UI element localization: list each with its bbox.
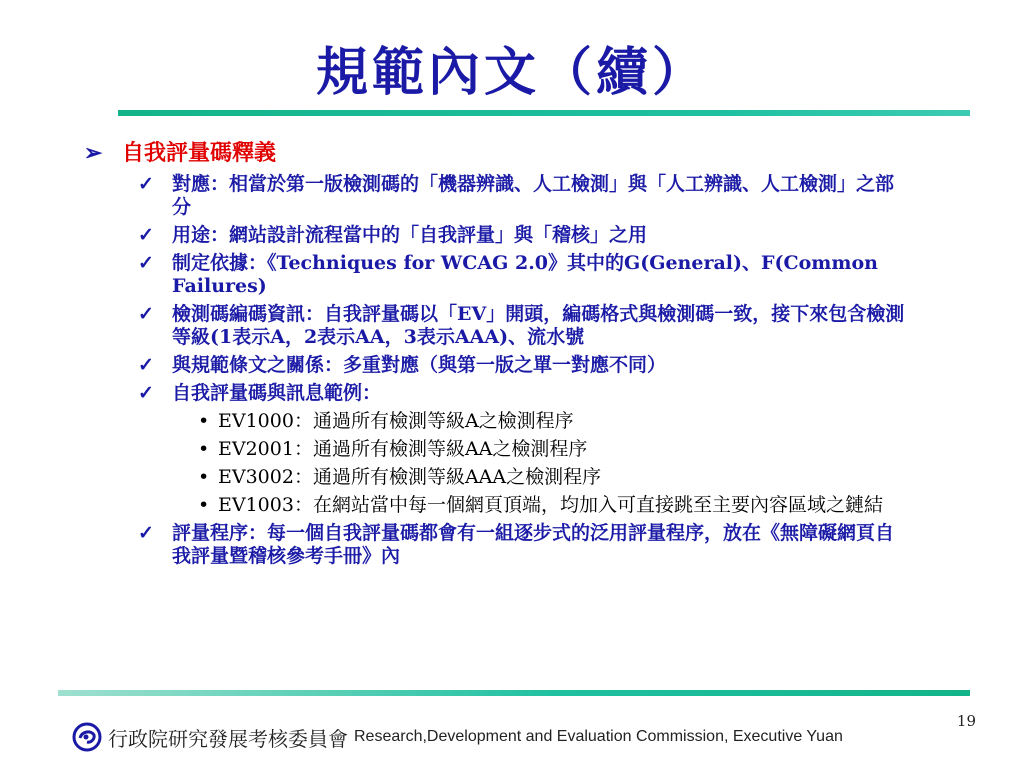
list-item-text: 對應：相當於第一版檢測碼的「機器辨識、人工檢測」與「人工辨識、人工檢測」之部分 [172,173,895,218]
arrow-bullet-icon: ➢ [84,140,103,166]
title-divider [118,110,970,116]
list-item [138,252,944,298]
checkmark-icon: ✓ [138,522,154,544]
slide-content [84,138,944,568]
example-item-text: EV1003：在網站當中每一個網頁頂端，均加入可直接跳至主要內容區域之鏈結 [218,494,883,516]
footer [72,722,843,752]
dot-bullet-icon: • [198,438,210,460]
list-item-text: 自我評量碼與訊息範例： [172,382,382,404]
checkmark-icon: ✓ [138,382,154,404]
list-item-text: 用途：網站設計流程當中的「自我評量」與「稽核」之用 [172,224,648,246]
list-item-text: 檢測碼編碼資訊：自我評量碼以「EV」開頭，編碼格式與檢測碼一致，接下來包含檢測等級(1表示A，2表示AA，3表示AAA)、流水號 [172,303,905,348]
checkmark-icon: ✓ [138,354,154,376]
example-item [198,438,944,461]
checkmark-icon: ✓ [138,252,154,274]
list-item-text: 制定依據：《Techniques for WCAG 2.0》其中的G(General)、F(Common Failures) [172,252,878,297]
list-item [138,522,944,568]
example-item [198,410,944,433]
rdec-logo-icon [72,722,102,752]
dot-bullet-icon: • [198,466,210,488]
footer-divider [58,690,970,696]
example-item [198,494,944,517]
example-item-text: EV3002：通過所有檢測等級AAA之檢測程序 [218,466,602,488]
dot-bullet-icon: • [198,410,210,432]
list-item [138,173,944,219]
page-number: 19 [956,712,976,730]
checkmark-icon: ✓ [138,303,154,325]
checkmark-icon: ✓ [138,173,154,195]
list-item-text: 與規範條文之關係：多重對應（與第一版之單一對應不同） [172,354,667,376]
list-item-text: 評量程序：每一個自我評量碼都會有一組逐步式的泛用評量程序，放在《無障礙網頁自我評量暨稽核參考手冊》內 [172,522,895,567]
checkmark-icon: ✓ [138,224,154,246]
list-item [138,382,944,405]
example-item [198,466,944,489]
footer-org-zh: 行政院研究發展考核委員會 [108,726,348,751]
section-heading-text: 自我評量碼釋義 [122,140,277,166]
footer-org-en: Research,Development and Evaluation Commission, Executive Yuan [354,728,843,745]
list-item [138,224,944,247]
list-item [138,354,944,377]
example-item-text: EV1000：通過所有檢測等級A之檢測程序 [218,410,574,432]
example-item-text: EV2001：通過所有檢測等級AA之檢測程序 [218,438,588,460]
slide-title: 規範內文（續） [315,42,708,103]
dot-bullet-icon: • [198,494,210,516]
section-heading [84,138,944,168]
list-item [138,303,944,349]
